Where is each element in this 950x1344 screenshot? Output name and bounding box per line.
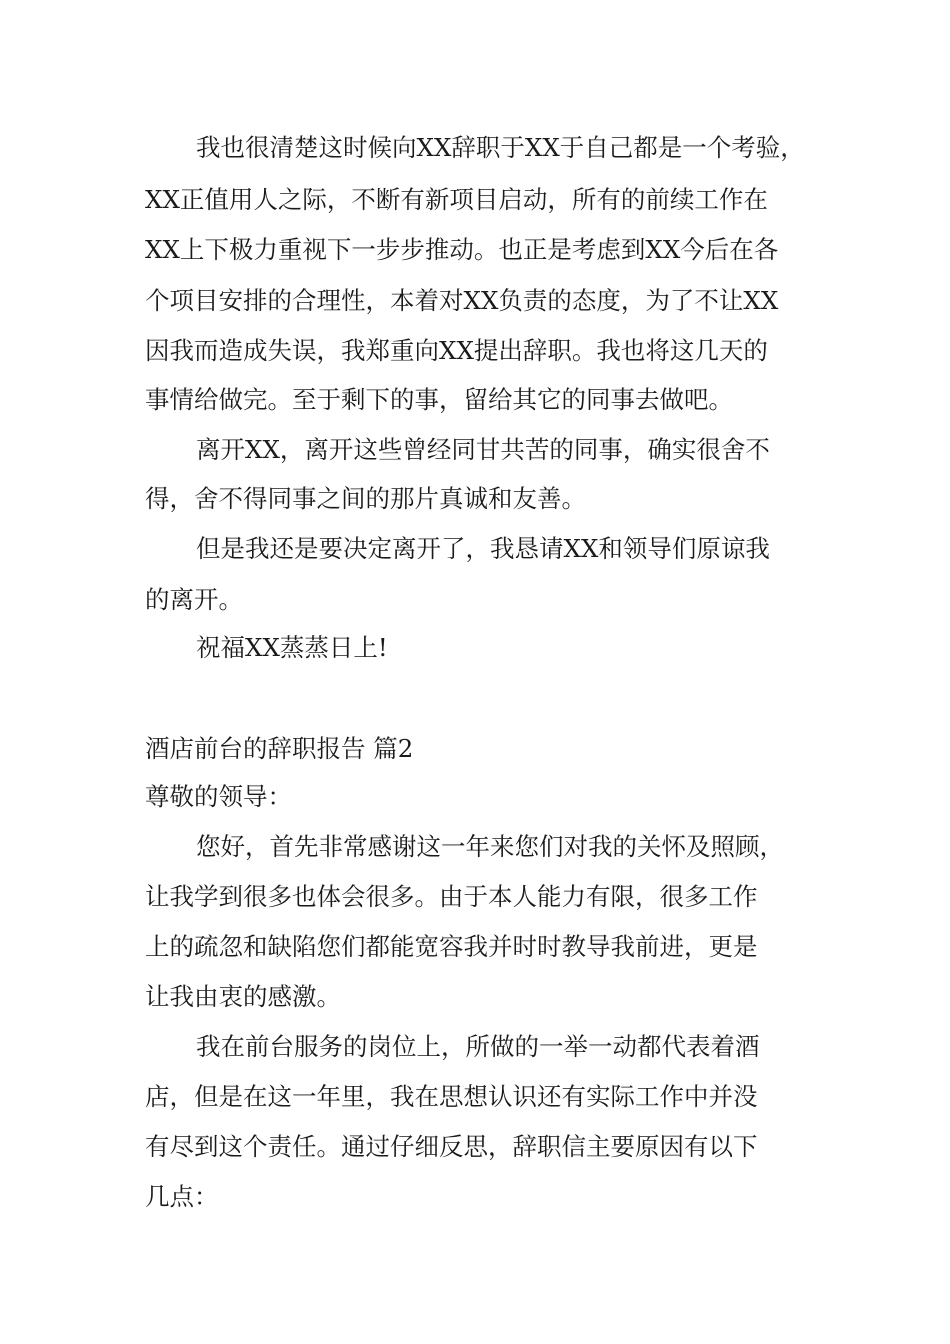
paragraph-line: 因我而造成失误，我郑重向XX提出辞职。我也将这几天的 [145,336,768,365]
paragraph-line: 有尽到这个责任。通过仔细反思，辞职信主要原因有以下 [145,1132,758,1161]
paragraph-line: XX上下极力重视下一步步推动。也正是考虑到XX今后在各 [145,235,779,264]
paragraph-line: 让我学到很多也体会很多。由于本人能力有限，很多工作 [145,882,758,911]
paragraph-line: 事情给做完。至于剩下的事，留给其它的同事去做吧。 [145,385,733,414]
paragraph-line: 几点： [145,1182,219,1211]
salutation: 尊敬的领导： [145,782,292,811]
paragraph-line: 我在前台服务的岗位上，所做的一举一动都代表着酒 [196,1032,760,1061]
paragraph-line: 您好，首先非常感谢这一年来您们对我的关怀及照顾， [196,832,784,861]
paragraph-line: XX正值用人之际，不断有新项目启动，所有的前续工作在 [145,185,768,214]
paragraph-line: 店，但是在这一年里，我在思想认识还有实际工作中并没 [145,1082,758,1111]
closing-line: 祝福XX蒸蒸日上! [196,633,388,662]
paragraph-line: 得，舍不得同事之间的那片真诚和友善。 [145,484,586,513]
paragraph-line: 但是我还是要决定离开了，我恳请XX和领导们原谅我 [196,534,770,563]
paragraph-line: 我也很清楚这时候向XX辞职于XX于自己都是一个考验， [196,133,805,162]
paragraph-line: 个项目安排的合理性，本着对XX负责的态度，为了不让XX [145,286,779,315]
section-heading: 酒店前台的辞职报告 篇2 [145,734,414,763]
paragraph-line: 让我由衷的感激。 [145,982,341,1011]
paragraph-line: 的离开。 [145,585,243,614]
paragraph-line: 上的疏忽和缺陷您们都能宽容我并时时教导我前进，更是 [145,932,758,961]
paragraph-line: 离开XX，离开这些曾经同甘共苦的同事，确实很舍不 [196,435,770,464]
